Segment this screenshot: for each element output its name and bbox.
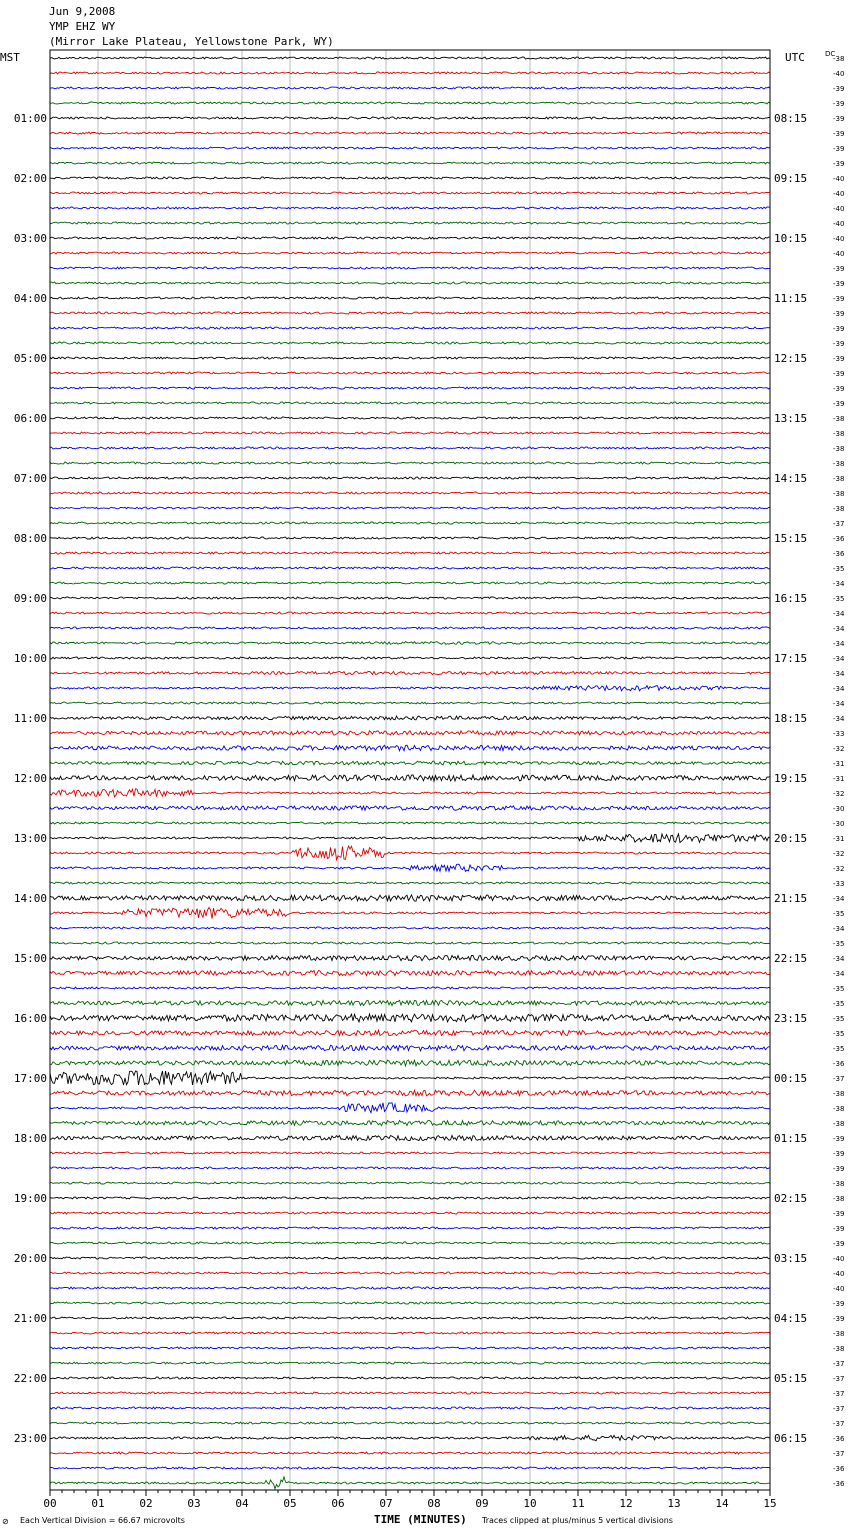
x-tick-label: 04 [235, 1497, 249, 1510]
dc-offset: -39 [833, 1210, 845, 1218]
seismic-trace [50, 1152, 770, 1154]
dc-offset: -39 [833, 370, 845, 378]
dc-offset: -37 [833, 1450, 845, 1458]
dc-offset: -39 [833, 280, 845, 288]
dc-offset-labels [833, 55, 845, 1488]
seismic-trace [50, 237, 770, 239]
seismic-trace [50, 102, 770, 104]
seismic-trace [50, 1477, 770, 1489]
dc-offset: -35 [833, 985, 845, 993]
seismic-trace [50, 1182, 770, 1184]
left-hour-label: 11:00 [13, 712, 47, 725]
dc-offset: -34 [833, 625, 845, 633]
dc-offset: -37 [833, 520, 845, 528]
right-hour-label: 16:15 [774, 592, 808, 605]
seismic-trace [50, 1302, 770, 1304]
seismic-trace [50, 177, 770, 179]
dc-offset: -37 [833, 1360, 845, 1368]
left-hour-label: 12:00 [13, 772, 47, 785]
seismic-trace [50, 72, 770, 74]
dc-offset: -36 [833, 535, 845, 543]
dc-offset: -32 [833, 850, 845, 858]
right-hour-label: 19:15 [774, 772, 808, 785]
dc-offset: -39 [833, 145, 845, 153]
dc-offset: -40 [833, 1255, 845, 1263]
dc-offset: -40 [833, 175, 845, 183]
seismic-trace [50, 1197, 770, 1199]
seismic-trace [50, 1045, 770, 1051]
seismic-trace [50, 582, 770, 584]
right-hour-label: 18:15 [774, 712, 808, 725]
seismic-trace [50, 627, 770, 629]
seismic-trace [50, 327, 770, 329]
seismic-trace [50, 1362, 770, 1364]
dc-offset: -30 [833, 820, 845, 828]
left-hour-label: 17:00 [13, 1072, 47, 1085]
dc-offset: -38 [833, 1105, 845, 1113]
right-hour-label: 22:15 [774, 952, 808, 965]
seismic-trace [50, 477, 770, 479]
left-hour-label: 10:00 [13, 652, 47, 665]
dc-offset: -33 [833, 730, 845, 738]
x-tick-label: 11 [571, 1497, 585, 1510]
right-hour-label: 04:15 [774, 1312, 808, 1325]
dc-offset: -38 [833, 415, 845, 423]
right-hour-label: 10:15 [774, 232, 808, 245]
dc-offset: -38 [833, 505, 845, 513]
seismic-trace [50, 1167, 770, 1169]
dc-offset: -34 [833, 670, 845, 678]
dc-offset: -30 [833, 805, 845, 813]
dc-offset: -40 [833, 250, 845, 258]
seismic-trace [50, 57, 770, 59]
seismic-trace [50, 597, 770, 599]
right-hour-label: 20:15 [774, 832, 808, 845]
dc-offset: -38 [833, 430, 845, 438]
seismic-trace [50, 447, 770, 449]
header-date: Jun 9,2008 [49, 5, 116, 18]
left-hour-label: 13:00 [13, 832, 47, 845]
seismic-trace [50, 117, 770, 119]
seismic-trace [50, 417, 770, 419]
dc-offset: -40 [833, 190, 845, 198]
seismic-trace [50, 834, 770, 843]
x-tick-label: 07 [379, 1497, 393, 1510]
dc-offset: -39 [833, 325, 845, 333]
seismic-trace [50, 745, 770, 751]
dc-offset: -40 [833, 235, 845, 243]
right-hour-label: 03:15 [774, 1252, 808, 1265]
seismic-trace [50, 846, 770, 860]
header-station: YMP EHZ WY [49, 20, 116, 33]
dc-offset: -37 [833, 1420, 845, 1428]
seismic-trace [50, 1136, 770, 1141]
seismic-trace [50, 942, 770, 944]
dc-offset: -32 [833, 865, 845, 873]
x-tick-label: 09 [475, 1497, 489, 1510]
seismic-trace [50, 537, 770, 539]
right-hour-label: 09:15 [774, 172, 808, 185]
right-hour-label: 08:15 [774, 112, 808, 125]
dc-offset: -36 [833, 550, 845, 558]
seismic-trace [50, 908, 770, 919]
right-hour-label: 11:15 [774, 292, 808, 305]
left-hour-label: 23:00 [13, 1432, 47, 1445]
dc-offset: -39 [833, 100, 845, 108]
seismic-trace [50, 1452, 770, 1454]
left-hour-label: 07:00 [13, 472, 47, 485]
dc-offset: -39 [833, 1240, 845, 1248]
seismic-trace [50, 686, 770, 691]
right-hour-label: 21:15 [774, 892, 808, 905]
right-hour-label: 06:15 [774, 1432, 808, 1445]
dc-offset: -35 [833, 910, 845, 918]
dc-offset: -38 [833, 1195, 845, 1203]
left-hour-label: 16:00 [13, 1012, 47, 1025]
seismic-trace [50, 147, 770, 149]
x-tick-label: 00 [43, 1497, 57, 1510]
x-tick-label: 03 [187, 1497, 201, 1510]
dc-offset: -34 [833, 925, 845, 933]
dc-offset: -35 [833, 1030, 845, 1038]
dc-offset: -40 [833, 70, 845, 78]
dc-offset: -38 [833, 1345, 845, 1353]
seismic-trace [50, 1272, 770, 1274]
seismic-trace [50, 806, 770, 811]
dc-offset: -35 [833, 1000, 845, 1008]
dc-offset: -36 [833, 1480, 845, 1488]
seismic-trace [50, 1090, 770, 1096]
dc-label: DC [825, 50, 836, 58]
right-hour-label: 12:15 [774, 352, 808, 365]
dc-offset: -40 [833, 1285, 845, 1293]
dc-offset: -34 [833, 895, 845, 903]
dc-offset: -31 [833, 835, 845, 843]
dc-offset: -33 [833, 880, 845, 888]
dc-offset: -38 [833, 490, 845, 498]
seismic-trace [50, 927, 770, 929]
x-tick-label: 06 [331, 1497, 345, 1510]
dc-offset: -34 [833, 955, 845, 963]
minute-grid [50, 50, 770, 1490]
seismic-trace [50, 822, 770, 824]
seismic-trace [50, 1422, 770, 1424]
seismic-trace [50, 1121, 770, 1126]
seismic-trace [50, 671, 770, 674]
left-hour-label: 19:00 [13, 1192, 47, 1205]
left-hour-label: 03:00 [13, 232, 47, 245]
seismic-trace [50, 970, 770, 975]
x-tick-label: 02 [139, 1497, 153, 1510]
dc-offset: -31 [833, 760, 845, 768]
right-hour-label: 15:15 [774, 532, 808, 545]
dc-offset: -38 [833, 55, 845, 63]
seismic-trace [50, 642, 770, 645]
seismic-trace [50, 987, 770, 989]
right-zone-label: UTC [785, 51, 805, 64]
dc-offset: -38 [833, 445, 845, 453]
seismic-trace [50, 1000, 770, 1005]
seismic-trace [50, 761, 770, 765]
seismic-trace [50, 357, 770, 359]
dc-offset: -40 [833, 220, 845, 228]
dc-offset: -36 [833, 1060, 845, 1068]
dc-offset: -39 [833, 1150, 845, 1158]
dc-offset: -31 [833, 775, 845, 783]
right-hour-label: 23:15 [774, 1012, 808, 1025]
seismic-trace [50, 956, 770, 961]
dc-offset: -38 [833, 460, 845, 468]
seismic-trace [50, 507, 770, 509]
dc-offset: -39 [833, 130, 845, 138]
seismic-trace [50, 1347, 770, 1349]
dc-offset: -37 [833, 1405, 845, 1413]
footer-mark: ⊘ [2, 1517, 9, 1526]
seismic-trace [50, 1257, 770, 1259]
dc-offset: -39 [833, 160, 845, 168]
dc-offset: -35 [833, 1015, 845, 1023]
seismic-trace [50, 372, 770, 374]
x-tick-label: 13 [667, 1497, 681, 1510]
dc-offset: -39 [833, 85, 845, 93]
dc-offset: -39 [833, 400, 845, 408]
left-hour-label: 21:00 [13, 1312, 47, 1325]
dc-offset: -36 [833, 1465, 845, 1473]
left-hour-label: 20:00 [13, 1252, 47, 1265]
seismic-trace [50, 1212, 770, 1214]
dc-offset: -39 [833, 1135, 845, 1143]
left-hour-label: 18:00 [13, 1132, 47, 1145]
seismic-trace [50, 1227, 770, 1229]
dc-offset: -40 [833, 1270, 845, 1278]
seismic-trace [50, 1435, 770, 1441]
seismic-trace [50, 222, 770, 224]
x-axis [43, 1490, 776, 1510]
x-tick-label: 12 [619, 1497, 633, 1510]
right-hour-label: 17:15 [774, 652, 808, 665]
dc-offset: -34 [833, 715, 845, 723]
dc-offset: -32 [833, 790, 845, 798]
left-hour-label: 09:00 [13, 592, 47, 605]
seismic-trace [50, 1467, 770, 1469]
seismic-trace [50, 552, 770, 554]
seismic-trace [50, 342, 770, 344]
seismic-trace [50, 312, 770, 314]
seismic-trace [50, 492, 770, 494]
seismic-trace [50, 387, 770, 389]
dc-offset: -34 [833, 655, 845, 663]
x-tick-label: 08 [427, 1497, 441, 1510]
dc-offset: -35 [833, 595, 845, 603]
dc-offset: -39 [833, 355, 845, 363]
seismic-trace [50, 192, 770, 194]
dc-offset: -37 [833, 1075, 845, 1083]
dc-offset: -39 [833, 265, 845, 273]
dc-offset: -32 [833, 745, 845, 753]
seismic-trace [50, 267, 770, 269]
dc-offset: -38 [833, 1330, 845, 1338]
dc-offset: -34 [833, 685, 845, 693]
seismic-trace [50, 1332, 770, 1334]
seismic-trace [50, 731, 770, 735]
seismic-trace [50, 882, 770, 884]
seismic-trace [50, 864, 770, 871]
dc-offset: -35 [833, 1045, 845, 1053]
seismic-trace [50, 789, 770, 797]
x-tick-label: 05 [283, 1497, 297, 1510]
dc-offset: -34 [833, 970, 845, 978]
seismic-trace [50, 297, 770, 299]
left-hour-label: 06:00 [13, 412, 47, 425]
seismic-trace [50, 207, 770, 209]
x-axis-title: TIME (MINUTES) [374, 1513, 467, 1526]
seismic-trace [50, 612, 770, 614]
dc-offset: -39 [833, 310, 845, 318]
seismic-trace [50, 162, 770, 164]
dc-offset: -38 [833, 475, 845, 483]
dc-offset: -34 [833, 640, 845, 648]
seismic-trace [50, 1242, 770, 1244]
dc-offset: -38 [833, 1120, 845, 1128]
seismic-trace [50, 132, 770, 134]
dc-offset: -34 [833, 700, 845, 708]
dc-offset: -39 [833, 1165, 845, 1173]
trace-group [50, 57, 770, 1489]
seismic-trace [50, 567, 770, 569]
seismic-trace [50, 1014, 770, 1022]
seismic-trace [50, 1287, 770, 1289]
dc-offset: -39 [833, 1315, 845, 1323]
right-hour-label: 05:15 [774, 1372, 808, 1385]
dc-offset: -39 [833, 115, 845, 123]
dc-offset: -34 [833, 580, 845, 588]
dc-offset: -39 [833, 1225, 845, 1233]
seismic-trace [50, 402, 770, 404]
left-hour-label: 14:00 [13, 892, 47, 905]
dc-offset: -38 [833, 1090, 845, 1098]
plot-frame [50, 50, 770, 1490]
dc-offset: -37 [833, 1375, 845, 1383]
seismic-trace [50, 1060, 770, 1066]
seismic-trace [50, 1377, 770, 1379]
left-hour-label: 22:00 [13, 1372, 47, 1385]
right-hour-label: 14:15 [774, 472, 808, 485]
x-tick-label: 14 [715, 1497, 729, 1510]
seismic-trace [50, 1392, 770, 1394]
footer-clip: Traces clipped at plus/minus 5 vertical divisions [482, 1516, 673, 1525]
x-tick-label: 10 [523, 1497, 537, 1510]
dc-offset: -38 [833, 1180, 845, 1188]
dc-offset: -35 [833, 565, 845, 573]
dc-offset: -39 [833, 295, 845, 303]
seismic-trace [50, 1407, 770, 1409]
left-zone-label: MST [0, 51, 20, 64]
dc-offset: -39 [833, 385, 845, 393]
seismic-trace [50, 716, 770, 720]
seismic-trace [50, 1071, 770, 1085]
right-hour-label: 02:15 [774, 1192, 808, 1205]
left-hour-label: 04:00 [13, 292, 47, 305]
left-hour-label: 05:00 [13, 352, 47, 365]
right-hour-label: 01:15 [774, 1132, 808, 1145]
left-hour-label: 15:00 [13, 952, 47, 965]
seismic-trace [50, 282, 770, 284]
seismic-trace [50, 657, 770, 659]
seismic-trace [50, 432, 770, 434]
right-hour-label: 13:15 [774, 412, 808, 425]
header-location: (Mirror Lake Plateau, Yellowstone Park, WY) [49, 35, 334, 48]
seismic-trace [50, 895, 770, 901]
seismic-trace [50, 775, 770, 781]
left-hour-label: 02:00 [13, 172, 47, 185]
footer-scale: Each Vertical Division = 66.67 microvolts [20, 1516, 185, 1525]
seismic-trace [50, 702, 770, 704]
x-tick-label: 01 [91, 1497, 105, 1510]
dc-offset: -37 [833, 1390, 845, 1398]
seismic-trace [50, 522, 770, 524]
dc-offset: -39 [833, 340, 845, 348]
dc-offset: -36 [833, 1435, 845, 1443]
x-tick-label: 15 [763, 1497, 777, 1510]
dc-offset: -39 [833, 1300, 845, 1308]
seismic-trace [50, 462, 770, 464]
seismic-trace [50, 87, 770, 89]
seismic-trace [50, 1103, 770, 1113]
left-hour-label: 08:00 [13, 532, 47, 545]
left-hour-label: 01:00 [13, 112, 47, 125]
right-hour-label: 00:15 [774, 1072, 808, 1085]
seismic-trace [50, 252, 770, 254]
seismic-trace [50, 1317, 770, 1319]
seismic-trace [50, 1030, 770, 1035]
dc-offset: -34 [833, 610, 845, 618]
dc-offset: -35 [833, 940, 845, 948]
dc-offset: -40 [833, 205, 845, 213]
